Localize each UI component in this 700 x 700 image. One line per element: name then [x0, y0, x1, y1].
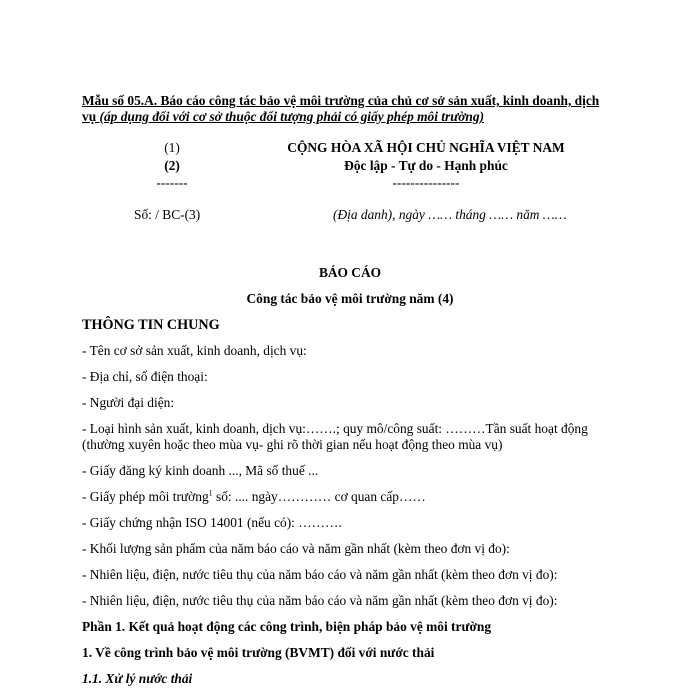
info-item-fuel-consumption-1: - Nhiên liệu, điện, nước tiêu thụ của năm báo cáo và năm gần nhất (kèm theo đơn vị đo):	[82, 567, 558, 582]
info-item-facility-name: - Tên cơ sở sản xuất, kinh doanh, dịch vụ:	[82, 343, 307, 358]
part1-heading: Phần 1. Kết quả hoạt động các công trình, biện pháp bảo vệ môi trường	[82, 619, 492, 634]
permit-text-b: số: .... ngày………… cơ quan cấp……	[212, 489, 426, 504]
form-title-text-2a: vụ	[82, 109, 100, 124]
info-item-environment-permit	[82, 488, 426, 505]
place-date-line: (Địa danh), ngày …… tháng …… năm ……	[333, 207, 567, 222]
permit-footnote-mark: 1	[208, 488, 213, 498]
report-heading: BÁO CÁO	[318, 265, 382, 280]
info-item-business-type-note: (thường xuyên hoặc theo mùa vụ- ghi rõ thời gian nếu hoạt động theo mùa vụ)	[82, 437, 503, 452]
info-item-fuel-consumption-2: - Nhiên liệu, điện, nước tiêu thụ của năm báo cáo và năm gần nhất (kèm theo đơn vị đo):	[82, 593, 558, 608]
info-item-product-volume: - Khối lượng sản phẩm của năm báo cáo và năm gần nhất (kèm theo đơn vị đo):	[82, 541, 510, 556]
info-item-business-registration: - Giấy đăng ký kinh doanh ..., Mã số thuế ...	[82, 463, 319, 478]
part1-subsection-heading: 1.1. Xử lý nước thải	[82, 671, 193, 686]
permit-text-a: - Giấy phép môi trường	[82, 489, 209, 504]
form-title-line1	[82, 92, 599, 109]
national-title: CỘNG HÒA XÃ HỘI CHỦ NGHĨA VIỆT NAM	[287, 140, 565, 155]
info-item-address-phone: - Địa chỉ, số điện thoại:	[82, 369, 208, 384]
left-header-dashes: -------	[156, 175, 188, 190]
info-item-business-type: - Loại hình sản xuất, kinh doanh, dịch vụ:…….; quy mô/công suất: ………Tần suất hoạt động	[82, 421, 588, 436]
document-number: Số: / BC-(3)	[134, 207, 201, 222]
part1-section1-heading: 1. Về công trình bảo vệ môi trường (BVMT) đối với nước thải	[82, 645, 435, 660]
info-item-iso-certificate: - Giấy chứng nhận ISO 14001 (nếu có): ……….	[82, 515, 342, 530]
form-title-text-2b: (áp dụng đối với cơ sở thuộc đối tượng phải có giấy phép môi trường)	[99, 109, 485, 124]
form-title-text: Mẫu số 05.A. Báo cáo công tác bảo vệ môi trường của chủ cơ sở sản xuất, kinh doanh, dịch	[82, 93, 600, 108]
form-title-line2	[82, 108, 484, 125]
left-header-1: (1)	[164, 140, 180, 155]
left-header-2: (2)	[164, 158, 180, 173]
info-item-representative: - Người đại diện:	[82, 395, 175, 410]
general-info-heading: THÔNG TIN CHUNG	[82, 317, 220, 333]
national-motto: Độc lập - Tự do - Hạnh phúc	[344, 158, 508, 173]
right-header-dashes: ---------------	[392, 175, 460, 190]
report-subheading: Công tác bảo vệ môi trường năm (4)	[246, 291, 454, 306]
